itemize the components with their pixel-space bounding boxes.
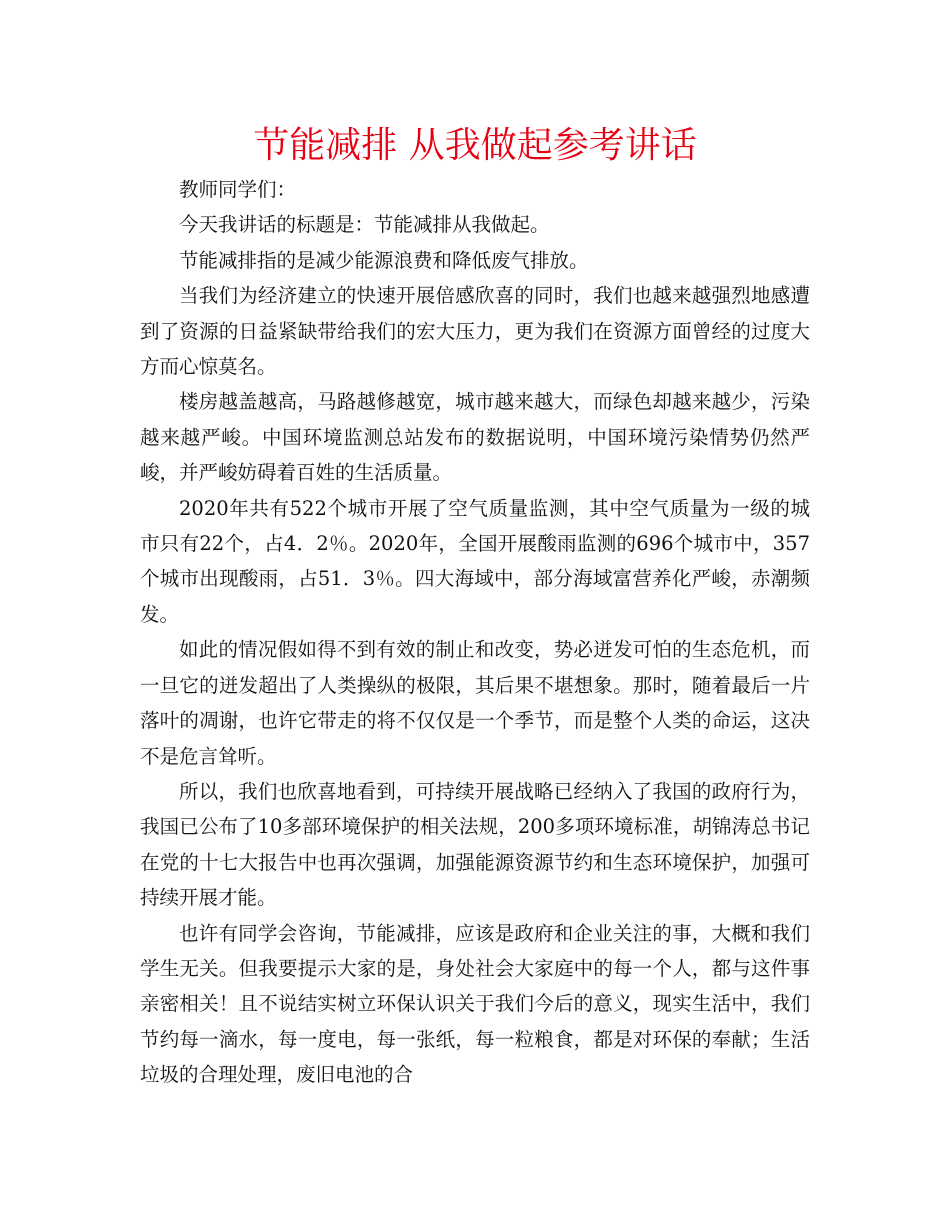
paragraph-definition: 节能减排指的是减少能源浪费和降低废气排放。 [179, 248, 589, 272]
paragraph-policy: 所以，我们也欣喜地看到，可持续开展战略已经纳入了我国的政府行为，我国已公布了10多部环境保护的相关法规，200多项环境标准，胡锦涛总书记在党的十七大报告中也再次强调，加强能源资源节约和生态环境保护，加强可持续开展才能。 [140, 779, 810, 910]
paragraph-students: 也许有同学会咨询，节能减排，应该是政府和企业关注的事，大概和我们学生无关。但我要提示大家的是，身处社会大家庭中的每一个人，都与这件事亲密相关！且不说结实树立环保认识关于我们今后的意义，现实生活中，我们节约每一滴水，每一度电，每一张纸，每一粒粮食，都是对环保的奉献；生活垃圾的合理处理，废旧电池的合 [140, 921, 810, 1087]
document-title: 节能减排 从我做起参考讲话 [253, 125, 697, 166]
paragraph-pressure: 当我们为经济建立的快速开展倍感欣喜的同时，我们也越来越强烈地感遭到了资源的日益紧缺带给我们的宏大压力，更为我们在资源方面曾经的过度大方而心惊莫名。 [140, 284, 810, 379]
paragraph-statistics: 2020年共有522个城市开展了空气质量监测，其中空气质量为一级的城市只有22个，占4．2％。2020年，全国开展酸雨监测的696个城市中，357个城市出现酸雨，占51．3％。四大海域中，部分海域富营养化严峻，赤潮频发。 [140, 496, 810, 626]
paragraph-topic: 今天我讲话的标题是：节能减排从我做起。 [179, 213, 550, 237]
paragraph-greeting: 教师同学们： [179, 178, 297, 201]
paragraph-pollution: 楼房越盖越高，马路越修越宽，城市越来越大，而绿色却越来越少，污染越来越严峻。中国环境监测总站发布的数据说明，中国环境污染情势仍然严峻，并严峻妨碍着百姓的生活质量。 [140, 390, 810, 485]
document-body [140, 172, 810, 1093]
paragraph-crisis: 如此的情况假如得不到有效的制止和改变，势必迸发可怕的生态危机，而一旦它的迸发超出了人类操纵的极限，其后果不堪想象。那时，随着最后一片落叶的凋谢，也许它带走的将不仅仅是一个季节，而是整个人类的命运，这决不是危言耸听。 [140, 638, 810, 768]
